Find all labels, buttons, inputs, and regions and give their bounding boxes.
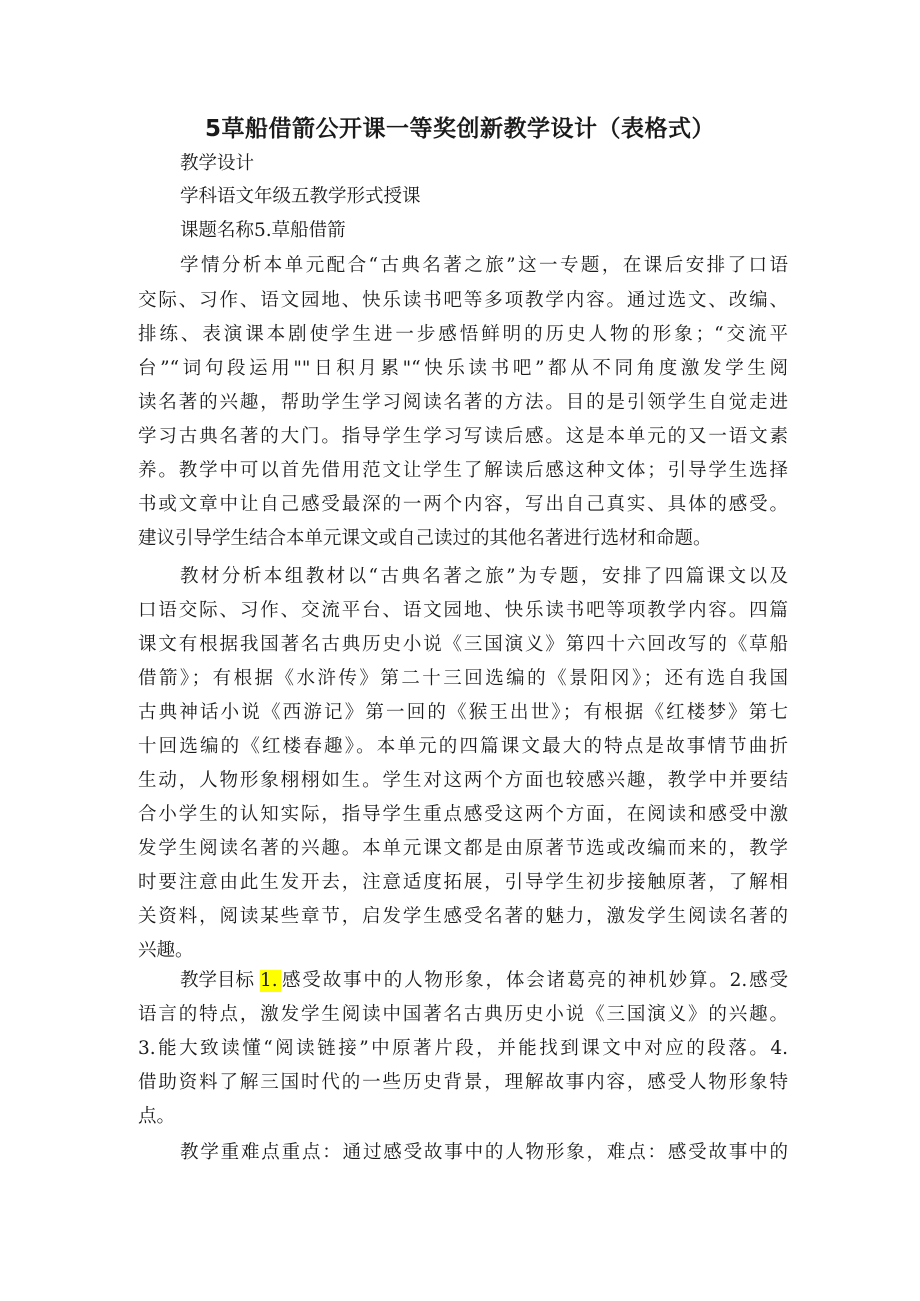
learning-analysis-line: 书或文章中让自己感受最深的一两个内容，写出自己真实、具体的感受。 bbox=[138, 494, 788, 515]
material-analysis-line: 时要注意由此生发开去，注意适度拓展，引导学生初步接触原著，了解相 bbox=[138, 872, 788, 893]
document-title: 5草船借箭公开课一等奖创新教学设计（表格式） bbox=[204, 116, 715, 142]
learning-analysis-line: 读名著的兴趣，帮助学生学习阅读名著的方法。目的是引领学生自觉走进 bbox=[138, 392, 788, 413]
learning-analysis-line: 学习古典名著的大门。指导学生学习写读后感。这是本单元的又一语文素 bbox=[138, 426, 788, 447]
learning-analysis-line: 学情分析本单元配合“古典名著之旅”这一专题，在课后安排了口语 bbox=[180, 255, 788, 276]
material-analysis-line: 生动，人物形象栩栩如生。学生对这两个方面也较感兴趣，教学中并要结 bbox=[138, 770, 788, 791]
material-analysis-line: 古典神话小说《西游记》第一回的《猴王出世》；有根据《红楼梦》第七 bbox=[138, 702, 788, 723]
learning-analysis-line: 台”“词句段运用""日积月累"“快乐读书吧”都从不同角度激发学生阅 bbox=[138, 358, 788, 379]
material-analysis-line: 口语交际、习作、交流平台、语文园地、快乐读书吧等项教学内容。四篇 bbox=[138, 600, 788, 621]
subject-info-line: 学科语文年级五教学形式授课 bbox=[180, 186, 421, 207]
material-analysis-line: 十回选编的《红楼春趣》。本单元的四篇课文最大的特点是故事情节曲折 bbox=[138, 736, 788, 757]
material-analysis-line: 教材分析本组教材以“古典名著之旅”为专题，安排了四篇课文以及 bbox=[180, 566, 788, 587]
material-analysis-line: 合小学生的认知实际，指导学生重点感受这两个方面，在阅读和感受中激 bbox=[138, 804, 788, 825]
objectives-line: 3.能大致读懂“阅读链接”中原著片段，并能找到课文中对应的段落。4. bbox=[138, 1038, 788, 1059]
material-analysis-line: 课文有根据我国著名古典历史小说《三国演义》第四十六回改写的《草船 bbox=[138, 634, 788, 655]
learning-analysis-line: 交际、习作、语文园地、快乐读书吧等多项教学内容。通过选文、改编、 bbox=[138, 290, 788, 311]
heading-teaching-design: 教学设计 bbox=[180, 153, 255, 174]
highlighted-number: 1. bbox=[260, 970, 281, 992]
learning-analysis-line: 建议引导学生结合本单元课文或自己读过的其他名著进行选材和命题。 bbox=[138, 528, 712, 549]
material-analysis-line: 发学生阅读名著的兴趣。本单元课文都是由原著节选或改编而来的，教学 bbox=[138, 838, 788, 859]
material-analysis-line: 借箭》；有根据《水浒传》第二十三回选编的《景阳冈》；还有选自我国 bbox=[138, 668, 788, 689]
learning-analysis-line: 排练、表演课本剧使学生进一步感悟鲜明的历史人物的形象；“交流平 bbox=[138, 324, 788, 345]
material-analysis-line: 关资料，阅读某些章节，启发学生感受名著的魅力，激发学生阅读名著的 bbox=[138, 906, 788, 927]
objectives-line: 感受故事中的人物形象，体会诸葛亮的神机妙算。2.感受 bbox=[282, 970, 788, 991]
objectives-line: 语言的特点，激发学生阅读中国著名古典历史小说《三国演义》的兴趣。 bbox=[138, 1004, 788, 1025]
key-difficulty-line: 教学重难点重点：通过感受故事中的人物形象，难点：感受故事中的 bbox=[180, 1142, 788, 1163]
objectives-line: 借助资料了解三国时代的一些历史背景，理解故事内容，感受人物形象特 bbox=[138, 1072, 788, 1093]
objectives-label: 教学目标 bbox=[180, 970, 255, 991]
learning-analysis-line: 养。教学中可以首先借用范文让学生了解读后感这种文体；引导学生选择 bbox=[138, 460, 788, 481]
material-analysis-line: 兴趣。 bbox=[138, 940, 194, 961]
lesson-title-line: 课题名称5.草船借箭 bbox=[180, 220, 346, 241]
objectives-line: 点。 bbox=[138, 1106, 176, 1127]
